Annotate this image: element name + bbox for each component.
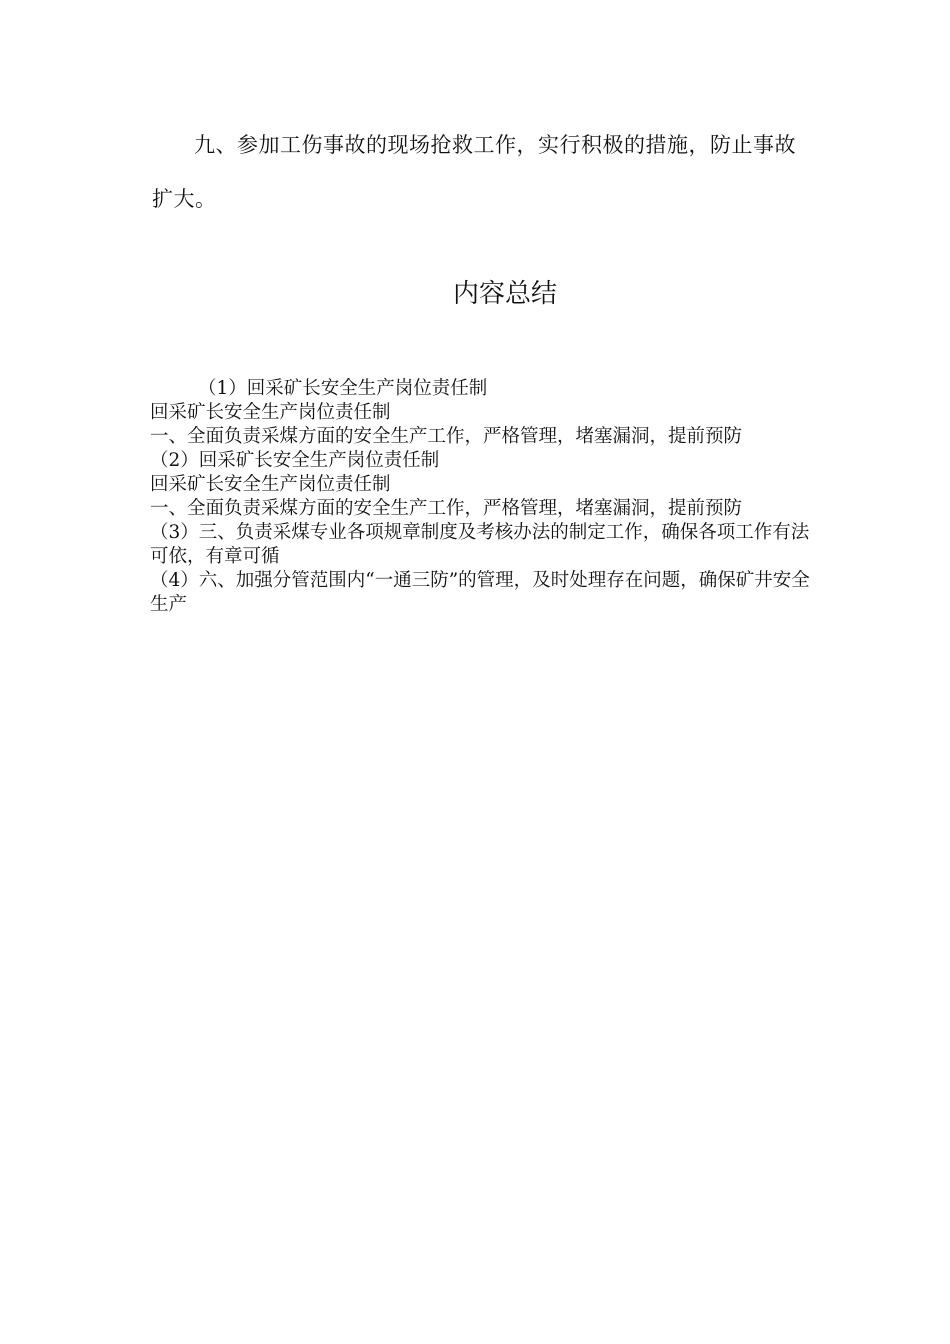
summary-line: （2）回采矿长安全生产岗位责任制 bbox=[150, 450, 440, 471]
summary-title: 内容总结 bbox=[452, 279, 557, 309]
summary-line: （3）三、负责采煤专业各项规章制度及考核办法的制定工作，确保各项工作有法可依，有章可循 bbox=[150, 522, 810, 567]
summary-line: （4）六、加强分管范围内“一通三防”的管理，及时处理存在问题，确保矿井安全生产 bbox=[150, 570, 810, 615]
summary-line: （1）回采矿长安全生产岗位责任制 bbox=[198, 378, 488, 399]
summary-line: 回采矿长安全生产岗位责任制 bbox=[150, 402, 391, 423]
summary-line: 一、全面负责采煤方面的安全生产工作，严格管理，堵塞漏洞，提前预防 bbox=[150, 498, 743, 519]
summary-block bbox=[150, 377, 810, 617]
body-paragraph: 九、参加工伤事故的现场抢救工作，实行积极的措施，防止事故扩大。 bbox=[152, 133, 796, 211]
summary-line: 一、全面负责采煤方面的安全生产工作，严格管理，堵塞漏洞，提前预防 bbox=[150, 426, 743, 447]
summary-line: 回采矿长安全生产岗位责任制 bbox=[150, 474, 391, 495]
